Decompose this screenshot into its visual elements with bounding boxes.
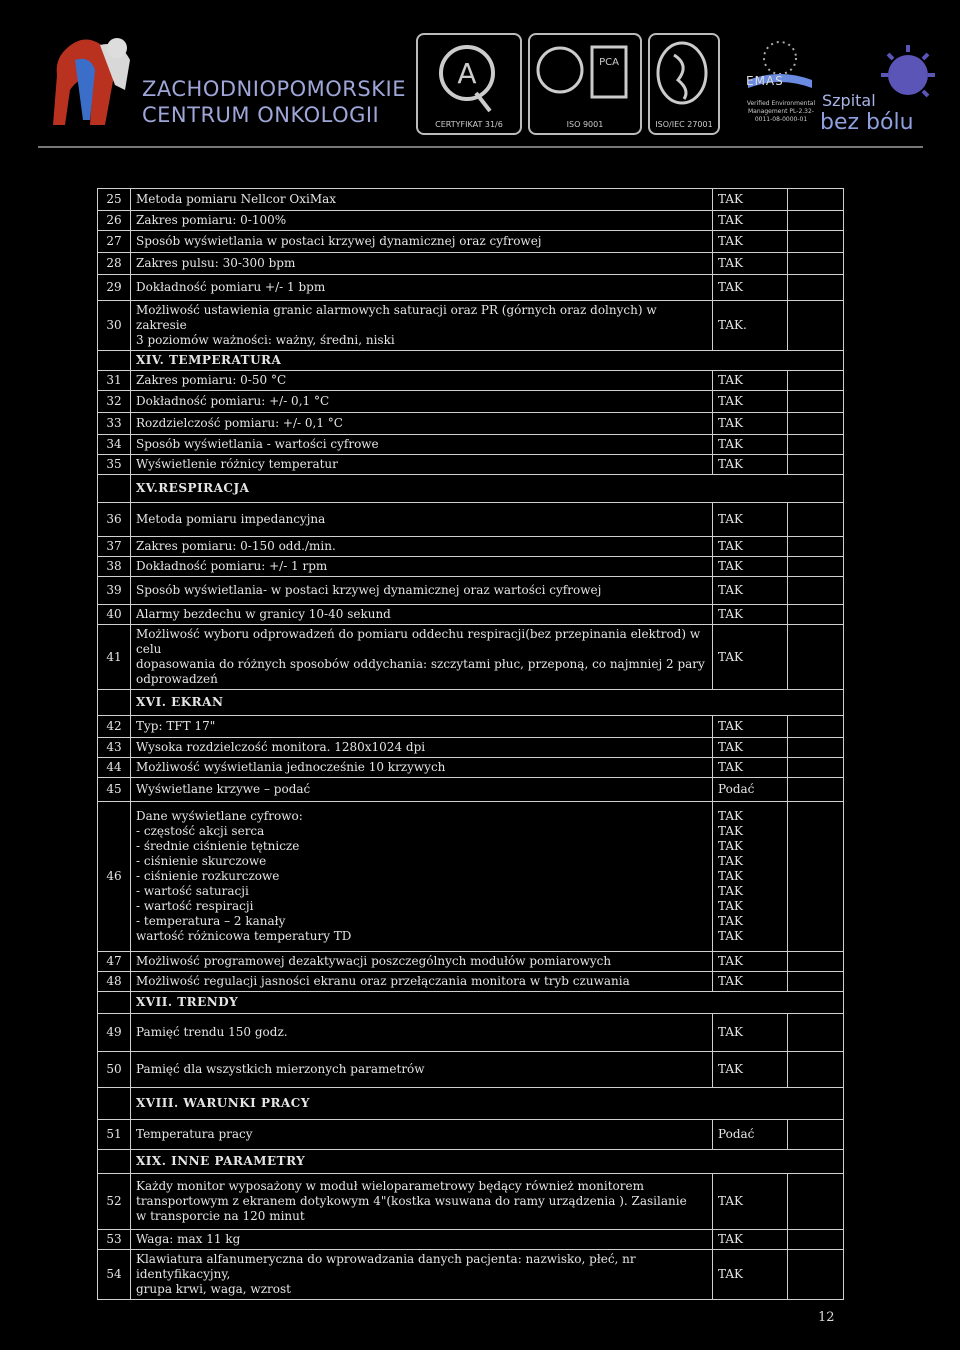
value-line: TAK [718,1232,743,1246]
row-offer-cell [788,537,844,557]
row-number: 51 [98,1120,131,1150]
row-description [131,537,713,557]
table-row [98,503,844,537]
row-number: 32 [98,391,131,413]
description-line: Zakres pomiaru: 0-150 odd./min. [136,539,336,553]
row-value [713,758,788,778]
row-offer-cell [788,972,844,992]
certificate-iec-badge [648,33,720,135]
row-offer-cell [788,455,844,475]
table-row [98,231,844,253]
table-row [98,455,844,475]
table-row [98,557,844,577]
row-number: 38 [98,557,131,577]
row-value [713,211,788,231]
description-line: grupa krwi, waga, wzrost [136,1282,291,1296]
row-value [713,625,788,690]
row-offer-cell [788,211,844,231]
row-offer-cell [788,1014,844,1052]
row-value [713,253,788,275]
certificate-iso-badge [528,33,642,135]
description-line: wartość różnicowa temperatury TD [136,929,352,943]
table-row [98,605,844,625]
description-line: 3 poziomów ważności: ważny, średni, niski [136,333,395,347]
description-line: transportowym z ekranem dotykowym 4"(kostka wsuwana do ramy urządzenia ). Zasilanie [136,1194,687,1208]
row-value [713,189,788,211]
description-line: Możliwość ustawienia granic alarmowych saturacji oraz PR (górnych oraz dolnych) w zakresie [136,303,657,332]
description-line: Dokładność pomiaru: +/- 1 rpm [136,559,328,573]
table-row [98,1014,844,1052]
section-header-row [98,1088,844,1120]
value-line: Podać [718,1127,755,1141]
table-row [98,1230,844,1250]
value-line: TAK [718,884,743,898]
table-row [98,371,844,391]
hospital-motto-line1: Szpital [822,91,876,110]
row-offer-cell [788,625,844,690]
value-line: TAK [718,854,743,868]
row-value [713,455,788,475]
row-offer-cell [788,301,844,351]
specification-table-body [98,189,844,1300]
row-value [713,301,788,351]
row-value [713,275,788,301]
row-value [713,778,788,802]
row-offer-cell [788,557,844,577]
row-offer-cell [788,1174,844,1230]
row-description [131,577,713,605]
row-number: 29 [98,275,131,301]
row-number: 35 [98,455,131,475]
section-number-cell [98,1088,131,1120]
table-row [98,1250,844,1300]
description-line: dopasowania do różnych sposobów oddychania: szczytami płuc, przeponą, co najmniej 2 pary [136,657,705,671]
org-name-line1: ZACHODNIOPOMORSKIE [142,77,406,101]
description-line: Klawiatura alfanumeryczna do wprowadzania danych pacjenta: nazwisko, płeć, nr identyfikacyjny, [136,1252,636,1281]
description-line: Dokładność pomiaru: +/- 0,1 °C [136,394,330,408]
row-number: 44 [98,758,131,778]
page-number: 12 [818,1310,835,1325]
row-value [713,1052,788,1088]
row-number: 41 [98,625,131,690]
row-offer-cell [788,435,844,455]
row-value [713,738,788,758]
value-line: TAK [718,512,743,526]
value-line: TAK [718,416,743,430]
section-header-row [98,992,844,1014]
value-line: TAK [718,719,743,733]
value-line: TAK [718,1025,743,1039]
value-line: TAK [718,839,743,853]
row-description [131,275,713,301]
cert-iso-label: ISO 9001 [566,120,604,129]
value-line: TAK [718,869,743,883]
row-offer-cell [788,231,844,253]
description-line: - wartość saturacji [136,884,249,898]
table-row [98,802,844,952]
svg-text:PCA: PCA [599,57,619,68]
value-line: TAK [718,583,743,597]
row-offer-cell [788,802,844,952]
description-line: Wyświetlane krzywe – podać [136,782,311,796]
value-line: TAK [718,914,743,928]
row-description [131,455,713,475]
value-line: TAK [718,809,743,823]
section-title: XVI. EKRAN [131,690,844,716]
row-offer-cell [788,391,844,413]
description-line: - średnie ciśnienie tętnicze [136,839,300,853]
section-title: XVIII. WARUNKI PRACY [131,1088,844,1120]
row-value [713,1174,788,1230]
row-offer-cell [788,1052,844,1088]
row-offer-cell [788,605,844,625]
row-offer-cell [788,371,844,391]
table-row [98,413,844,435]
table-row [98,1174,844,1230]
value-line: TAK [718,457,743,471]
value-line: TAK [718,394,743,408]
row-number: 40 [98,605,131,625]
table-row [98,758,844,778]
description-line: Zakres pulsu: 30-300 bpm [136,256,296,270]
row-offer-cell [788,503,844,537]
row-offer-cell [788,253,844,275]
table-row [98,577,844,605]
description-line: Sposób wyświetlania w postaci krzywej dynamicznej oraz cyfrowej [136,234,542,248]
emas-label: EMAS [746,74,784,88]
description-line: Wyświetlenie różnicy temperatur [136,457,338,471]
table-row [98,537,844,557]
row-value [713,802,788,952]
description-line: Możliwość wyświetlania jednocześnie 10 krzywych [136,760,446,774]
row-number: 28 [98,253,131,275]
row-value [713,391,788,413]
iec-seal-icon [650,35,714,115]
org-name-line2: CENTRUM ONKOLOGII [142,103,380,127]
value-line: TAK. [718,318,747,332]
value-line: TAK [718,929,743,943]
table-row [98,435,844,455]
description-line: Rozdzielczość pomiaru: +/- 0,1 °C [136,416,343,430]
row-value [713,371,788,391]
organization-name [142,76,406,128]
table-row [98,301,844,351]
description-line: Zakres pomiaru: 0-100% [136,213,287,227]
section-number-cell [98,992,131,1014]
description-line: Metoda pomiaru Nellcor OxiMax [136,192,337,206]
description-line: Sposób wyświetlania - wartości cyfrowe [136,437,379,451]
description-line: Temperatura pracy [136,1127,253,1141]
section-title: XV.RESPIRACJA [131,475,844,503]
value-line: TAK [718,1062,743,1076]
value-line: TAK [718,740,743,754]
row-description [131,211,713,231]
section-header-row [98,690,844,716]
row-description [131,972,713,992]
value-line: TAK [718,824,743,838]
row-value [713,1230,788,1250]
description-line: Zakres pomiaru: 0-50 °C [136,373,287,387]
value-line: TAK [718,437,743,451]
row-value [713,231,788,253]
row-number: 53 [98,1230,131,1250]
row-description [131,778,713,802]
section-number-cell [98,690,131,716]
row-number: 36 [98,503,131,537]
description-line: w transporcie na 120 minut [136,1209,305,1223]
row-number: 25 [98,189,131,211]
row-description [131,952,713,972]
row-description [131,758,713,778]
section-number-cell [98,475,131,503]
table-row [98,1052,844,1088]
description-line: - ciśnienie rozkurczowe [136,869,280,883]
row-offer-cell [788,577,844,605]
value-line: TAK [718,192,743,206]
description-line: - wartość respiracji [136,899,254,913]
row-offer-cell [788,275,844,301]
section-number-cell [98,1150,131,1174]
row-offer-cell [788,1230,844,1250]
row-description [131,1120,713,1150]
row-description [131,716,713,738]
row-description [131,391,713,413]
row-description [131,253,713,275]
row-offer-cell [788,758,844,778]
row-value [713,435,788,455]
description-line: Dokładność pomiaru +/- 1 bpm [136,280,326,294]
emas-subtitle: Verified Environmental Management PL-2.32-0011-08-0000-01 [746,100,816,123]
row-value [713,557,788,577]
value-line: TAK [718,539,743,553]
row-offer-cell [788,1120,844,1150]
row-description [131,1250,713,1300]
section-header-row [98,1150,844,1174]
row-offer-cell [788,189,844,211]
description-line: Możliwość regulacji jasności ekranu oraz przełączania monitora w tryb czuwania [136,974,630,988]
section-number-cell [98,351,131,371]
specification-table [97,188,844,1300]
document-header [0,0,960,150]
table-row [98,952,844,972]
row-number: 47 [98,952,131,972]
value-line: TAK [718,607,743,621]
hospital-motto-line2: bez bólu [820,110,914,135]
table-row [98,625,844,690]
row-offer-cell [788,778,844,802]
row-description [131,189,713,211]
row-value [713,716,788,738]
row-description [131,1052,713,1088]
value-line: TAK [718,280,743,294]
value-line: TAK [718,559,743,573]
svg-text:A: A [457,57,477,90]
row-value [713,413,788,435]
row-value [713,1250,788,1300]
table-row [98,778,844,802]
value-line: TAK [718,1267,743,1281]
row-number: 42 [98,716,131,738]
row-description [131,1014,713,1052]
row-description [131,503,713,537]
description-line: Typ: TFT 17" [136,719,216,733]
table-row [98,275,844,301]
table-row [98,716,844,738]
row-value [713,537,788,557]
value-line: TAK [718,213,743,227]
value-line: TAK [718,256,743,270]
row-description [131,231,713,253]
row-value [713,605,788,625]
row-value [713,952,788,972]
row-number: 48 [98,972,131,992]
iso-seal-icon [530,35,636,115]
row-description [131,557,713,577]
row-number: 46 [98,802,131,952]
description-line: Wysoka rozdzielczość monitora. 1280x1024 dpi [136,740,426,754]
table-row [98,189,844,211]
row-number: 49 [98,1014,131,1052]
value-line: TAK [718,649,743,664]
row-number: 27 [98,231,131,253]
description-line: Możliwość programowej dezaktywacji poszczególnych modułów pomiarowych [136,954,612,968]
row-description [131,738,713,758]
description-line: Pamięć dla wszystkich mierzonych parametrów [136,1062,425,1076]
description-line: Dane wyświetlane cyfrowo: [136,809,303,823]
description-line: - temperatura – 2 kanały [136,914,286,928]
row-number: 52 [98,1174,131,1230]
value-line: TAK [718,234,743,248]
description-line: Waga: max 11 kg [136,1232,241,1246]
row-description [131,802,713,952]
row-offer-cell [788,1250,844,1300]
section-header-row [98,351,844,371]
row-description [131,413,713,435]
section-title: XVII. TRENDY [131,992,844,1014]
header-divider [38,146,923,148]
row-description [131,301,713,351]
zco-logo-icon [45,30,140,135]
row-description [131,1230,713,1250]
description-line: - ciśnienie skurczowe [136,854,267,868]
row-number: 26 [98,211,131,231]
section-header-row [98,475,844,503]
value-line: Podać [718,782,755,796]
description-line: - częstość akcji serca [136,824,265,838]
value-line: TAK [718,373,743,387]
certificate-q-badge [416,33,522,135]
row-description [131,625,713,690]
row-value [713,972,788,992]
row-offer-cell [788,413,844,435]
row-description [131,605,713,625]
row-number: 54 [98,1250,131,1300]
row-offer-cell [788,738,844,758]
table-row [98,972,844,992]
row-number: 45 [98,778,131,802]
row-number: 31 [98,371,131,391]
description-line: Pamięć trendu 150 godz. [136,1025,288,1039]
description-line: odprowadzeń [136,672,218,686]
description-line: Każdy monitor wyposażony w moduł wieloparametrowy będący również monitorem [136,1179,644,1193]
description-line: Sposób wyświetlania- w postaci krzywej dynamicznej oraz wartości cyfrowej [136,583,602,597]
value-line: TAK [718,899,743,913]
cert-iec-label: ISO/IEC 27001 [655,120,713,129]
row-number: 34 [98,435,131,455]
row-description [131,435,713,455]
table-row [98,1120,844,1150]
description-line: Metoda pomiaru impedancyjna [136,512,326,526]
row-value [713,503,788,537]
row-value [713,577,788,605]
description-line: Możliwość wyboru odprowadzeń do pomiaru oddechu respiracji(bez przepinania elektrod) w celu [136,627,701,656]
row-value [713,1120,788,1150]
row-description [131,1174,713,1230]
value-line: TAK [718,1194,743,1208]
row-number: 39 [98,577,131,605]
row-number: 30 [98,301,131,351]
row-offer-cell [788,716,844,738]
value-line: TAK [718,974,743,988]
table-row [98,738,844,758]
row-number: 50 [98,1052,131,1088]
description-line: Alarmy bezdechu w granicy 10-40 sekund [136,607,391,621]
row-number: 37 [98,537,131,557]
section-title: XIV. TEMPERATURA [131,351,844,371]
row-value [713,1014,788,1052]
row-number: 33 [98,413,131,435]
table-row [98,253,844,275]
row-number: 43 [98,738,131,758]
value-line: TAK [718,760,743,774]
table-row [98,391,844,413]
section-title: XIX. INNE PARAMETRY [131,1150,844,1174]
row-offer-cell [788,952,844,972]
quality-q-icon [418,35,516,115]
cert-q-label: CERTYFIKAT 31/6 [435,120,503,129]
row-description [131,371,713,391]
table-row [98,211,844,231]
value-line: TAK [718,954,743,968]
